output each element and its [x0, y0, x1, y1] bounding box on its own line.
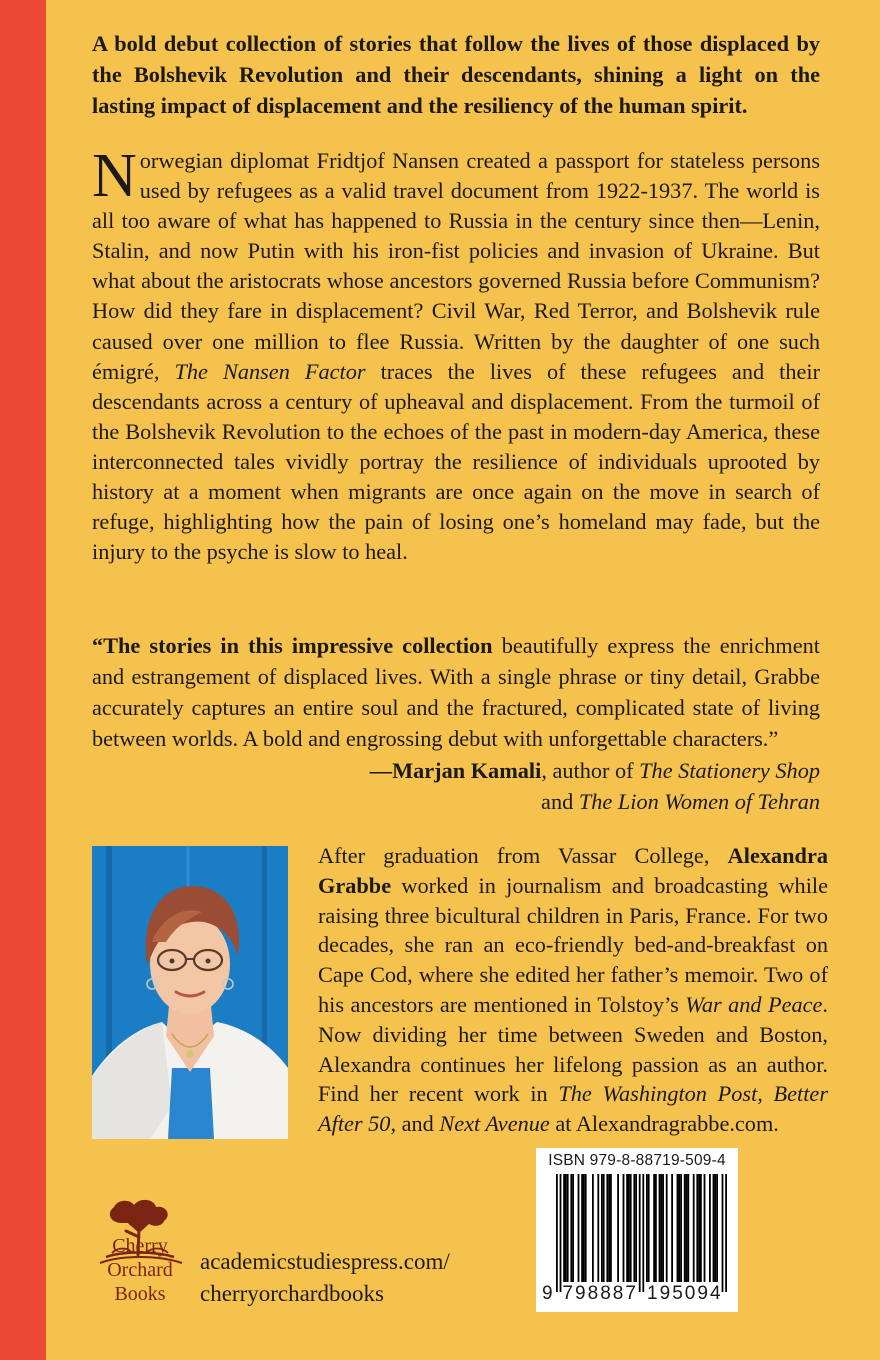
author-portrait-image [92, 846, 288, 1139]
attribution-book-one: The Stationery Shop [639, 758, 820, 783]
publisher-logo-text [92, 1234, 188, 1306]
blurb-attribution [92, 755, 820, 817]
barcode-bar [628, 1174, 630, 1282]
attribution-name: Marjan Kamali [392, 758, 542, 783]
blurb-text: beautifully express the enrichment and estrangement of displaced lives. With a single phrase or tiny detail, Grabbe accurately captures an entire soul and the fractured, complicated state of living between worlds. A bold and engrossing debut with unforgettable characters.” [92, 633, 820, 751]
barcode-bar [655, 1174, 657, 1282]
barcode-bar [581, 1174, 583, 1282]
bio-text-3: . Now dividing her time between Sweden and Boston, Alexandra continues her lifelong passion as an author. Find her recent work in [318, 991, 828, 1107]
barcode-bar [693, 1174, 695, 1282]
tagline: A bold debut collection of stories that follow the lives of those displaced by the Bolshevik Revolution and their descendants, shining a light on the lasting impact of displacement and the resiliency of the human spirit. [92, 31, 820, 118]
barcode-bar [653, 1174, 655, 1282]
barcode-bar [567, 1174, 569, 1282]
barcode-digit: 7 [562, 1283, 573, 1304]
barcode-bar [677, 1174, 679, 1282]
barcode-bar [700, 1174, 702, 1282]
barcode-bar [714, 1174, 716, 1282]
spine-stripe [0, 0, 46, 1360]
barcode-digit: 5 [672, 1283, 683, 1304]
publisher-url-line-1: academicstudiespress.com/ [200, 1249, 450, 1274]
barcode-digit: 8 [600, 1283, 611, 1304]
barcode-bar [592, 1174, 594, 1282]
publisher-url [200, 1246, 450, 1310]
barcode-bar [686, 1174, 688, 1282]
barcode-bar [617, 1174, 619, 1282]
author-bio [318, 841, 828, 1139]
barcode-bar [583, 1174, 585, 1282]
bio-text-2: worked in journalism and broadcasting while raising three bicultural children in Paris, France. For two decades, she ran an eco-friendly bed-and-breakfast on Cape Cod, where she edited her father’s memoir. Two of his ancestors are mentioned in Tolstoy’s [318, 872, 828, 1017]
bio-publication-1: The Washington Post, Better After 50 [318, 1081, 828, 1137]
barcode-bar [606, 1174, 608, 1282]
barcode-bar [556, 1174, 558, 1292]
barcode-digit: 8 [612, 1283, 624, 1304]
description-book-title: The Nansen Factor [174, 358, 366, 384]
barcode-bar [565, 1174, 567, 1282]
attribution-text: , author of [541, 758, 640, 783]
bio-publication-2: Next Avenue [439, 1111, 550, 1137]
barcode-bar [603, 1174, 605, 1282]
barcode-bar [578, 1174, 580, 1282]
author-photo [92, 846, 288, 1139]
barcode-bar [601, 1174, 603, 1282]
barcode-bar [630, 1174, 632, 1282]
barcode-bar [660, 1174, 662, 1282]
barcode-bar [725, 1174, 727, 1292]
barcode-digit: 9 [697, 1283, 708, 1304]
barcode-bar [666, 1174, 668, 1282]
barcode-bar [570, 1174, 572, 1282]
bio-author-name: Alexandra Grabbe [318, 843, 828, 898]
barcode-bar [633, 1174, 635, 1282]
attribution-dash: — [369, 758, 393, 783]
barcode-bar [678, 1174, 680, 1282]
barcode-bar [684, 1174, 686, 1282]
logo-line: Orchard [107, 1259, 173, 1281]
bio-text-5: at Alexandragrabbe.com. [549, 1111, 779, 1137]
barcode-bar [608, 1174, 610, 1282]
barcode-digit: 9 [542, 1283, 553, 1304]
barcode-bar [662, 1174, 664, 1282]
barcode-bar [563, 1174, 565, 1282]
barcode-digit: 4 [710, 1283, 721, 1304]
description-text-2: traces the lives of these refugees and their descendants across a century of upheaval and displacement. From the turmoil of the Bolshevik Revolution to the echoes of the past in modern-day America, these interconnected tales vividly portray the resilience of individuals uprooted by history at a moment when migrants are once again on the move in search of refuge, highlighting how the pain of losing one’s homeland may fade, but the injury to the psyche is slow to heal. [92, 358, 820, 565]
barcode-bar [585, 1174, 587, 1282]
barcode-digit: 8 [587, 1283, 599, 1304]
barcode-bar [687, 1174, 689, 1282]
barcode-bar [626, 1174, 628, 1282]
barcode-bar [572, 1174, 574, 1282]
barcode-bar [716, 1174, 718, 1282]
bio-tolstoy-title: War and Peace [685, 991, 823, 1017]
book-description [92, 142, 820, 567]
barcode-bar [610, 1174, 612, 1282]
barcode-bar [659, 1174, 661, 1282]
attribution-book-two: The Lion Women of Tehran [578, 789, 820, 814]
barcode-bar [560, 1174, 562, 1292]
logo-line: Cherry [112, 1235, 168, 1257]
isbn-barcode [536, 1148, 738, 1312]
barcode-digit: 1 [647, 1283, 658, 1304]
barcode-bar [698, 1174, 700, 1282]
barcode-bar [680, 1174, 682, 1282]
bio-text-1: After graduation from Vassar College, [318, 843, 728, 868]
isbn-label: ISBN 979-8-88719-509-4 [548, 1152, 726, 1169]
barcode-bar [597, 1174, 599, 1282]
bio-text-4: , and [390, 1111, 440, 1137]
barcode-digit: 7 [625, 1283, 636, 1304]
barcode-bar [623, 1174, 625, 1282]
barcode-bar [639, 1174, 641, 1292]
description-text-1: orwegian diplomat Fridtjof Nansen created a passport for stateless persons used by refugees as a valid travel document from 1922-1937. The world is all too aware of what has happened to Russia in the century since then—Lenin, Stalin, and now Putin with his iron-fist policies and invasion of Ukraine. But what about the aristocrats whose ancestors governed Russia before Communism? How did they fare in displacement? Civil War, Red Terror, and Bolshevik rule caused over one million to flee Russia. Written by the daughter of one such émigré, [92, 148, 820, 384]
barcode-bar [696, 1174, 698, 1282]
barcode-bar [642, 1174, 644, 1292]
barcode-digit: 0 [684, 1283, 696, 1304]
barcode-bar [713, 1174, 715, 1282]
blurb-lead: “The stories in this impressive collection [92, 633, 493, 658]
logo-line: Books [114, 1283, 166, 1305]
blurb-quote [92, 630, 820, 754]
attribution-and: and [541, 789, 579, 814]
barcode-bar [646, 1174, 648, 1282]
barcode-digit: 9 [575, 1283, 586, 1304]
barcode-digit: 9 [659, 1283, 671, 1304]
barcode-bar [648, 1174, 650, 1282]
barcode-bar [671, 1174, 673, 1282]
publisher-url-line-2: cherryorchardbooks [200, 1281, 384, 1306]
barcode-bar [704, 1174, 706, 1282]
barcode-bar [709, 1174, 711, 1282]
barcode-bar [722, 1174, 724, 1292]
drop-cap: N [92, 142, 137, 210]
barcode-bar [635, 1174, 637, 1282]
